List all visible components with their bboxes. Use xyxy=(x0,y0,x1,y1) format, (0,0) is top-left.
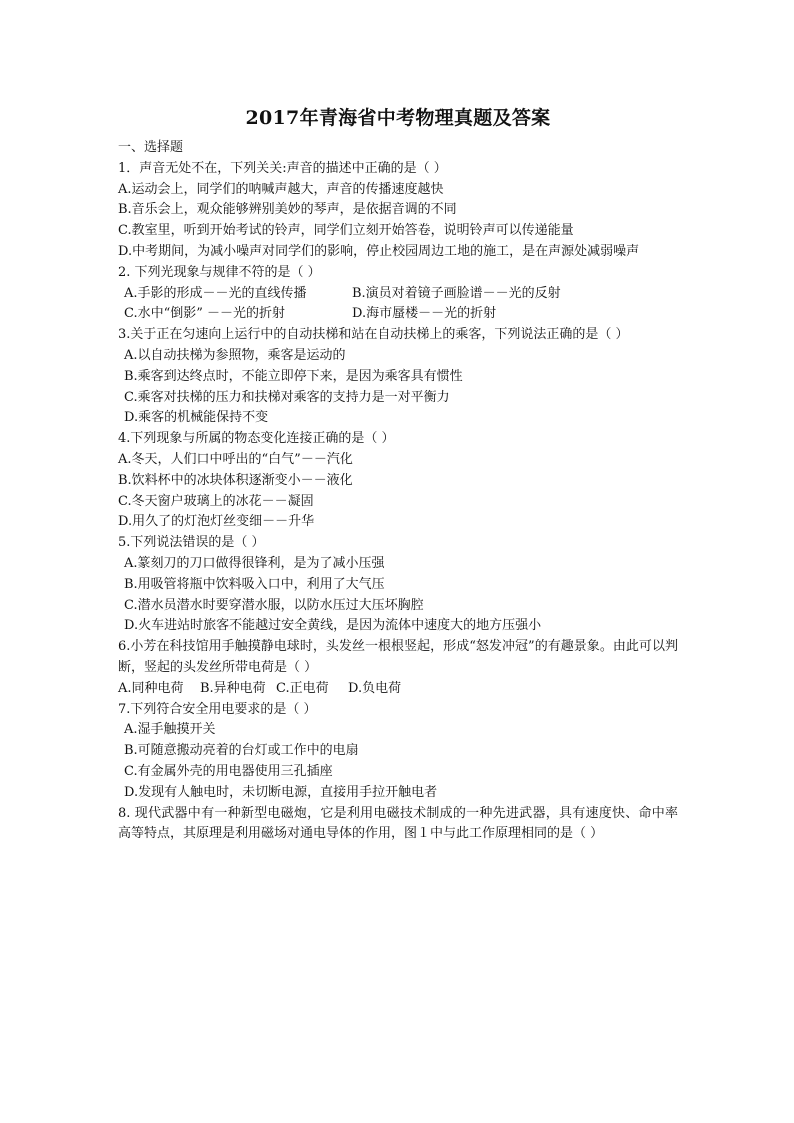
option-d: D.乘客的机械能保持不变 xyxy=(124,410,269,426)
page-title: 2017年青海省中考物理真题及答案 xyxy=(245,107,551,129)
question-stem: 3.关于正在匀速向上运行中的自动扶梯和站在自动扶梯上的乘客，下列说法正确的是（ ） xyxy=(118,327,629,343)
option-c: C.冬天窗户玻璃上的冰花－－凝固 xyxy=(118,493,314,509)
option-d: D.火车进站时旅客不能越过安全黄线，是因为流体中速度大的地方压强小 xyxy=(124,618,542,634)
option-c: C.教室里，听到开始考试的铃声，同学们立刻开始答卷，说明铃声可以传递能量 xyxy=(118,223,574,239)
option-d: D.海市蜃楼－－光的折射 xyxy=(352,306,497,322)
option-b: B.饮料杯中的冰块体积逐渐变小－－液化 xyxy=(118,472,353,488)
option-b: B.演员对着镜子画脸谱－－光的反射 xyxy=(352,285,561,301)
option-d: D.发现有人触电时，未切断电源，直接用手拉开触电者 xyxy=(124,784,438,800)
option-d: D.用久了的灯泡灯丝变细－－升华 xyxy=(118,514,315,530)
option-row xyxy=(118,304,678,325)
option-row xyxy=(118,284,678,305)
question-stem: 8. 现代武器中有一种新型电磁炮，它是利用电磁技术制成的一种先进武器，具有速度快、命中率高等特点，其原理是利用磁场对通电导体的作用，图１中与此工作原理相同的是（ ） xyxy=(118,805,678,842)
question-stem: 1．声音无处不在，下列关关:声音的描述中正确的是（ ） xyxy=(118,160,447,176)
question-stem: 6.小芳在科技馆用手触摸静电球时，头发丝一根根竖起，形成“怒发冲冠”的有趣景象。由此可以判断，竖起的头发丝所带电荷是（ ） xyxy=(118,639,678,675)
option-b: B.音乐会上，观众能够辨别美妙的琴声，是依据音调的不同 xyxy=(118,202,457,218)
option-b: B.用吸管将瓶中饮料吸入口中，利用了大气压 xyxy=(124,576,385,592)
question-4 xyxy=(118,429,678,533)
exam-page xyxy=(118,104,678,845)
question-2 xyxy=(118,263,678,325)
option-c: C.有金属外壳的用电器使用三孔插座 xyxy=(124,763,333,779)
question-stem: 2. 下列光现象与规律不符的是（ ） xyxy=(118,264,321,280)
question-6 xyxy=(118,637,678,699)
option-d: D.中考期间，为减小噪声对同学们的影响，停止校园周边工地的施工，是在声源处减弱噪声 xyxy=(118,243,640,259)
question-5 xyxy=(118,533,678,637)
option-a: A.手影的形成－－光的直线传播 xyxy=(124,285,307,301)
option-a: A.冬天，人们口中呼出的“白气”－－汽化 xyxy=(118,451,353,467)
option-a: A.同种电荷 xyxy=(118,680,184,696)
option-a: A.运动会上，同学们的呐喊声越大，声音的传播速度越快 xyxy=(118,181,444,197)
option-a: A.以自动扶梯为参照物，乘客是运动的 xyxy=(124,347,346,363)
option-b: B.可随意搬动亮着的台灯或工作中的电扇 xyxy=(124,743,359,759)
question-7 xyxy=(118,700,678,804)
question-1 xyxy=(118,159,678,263)
option-b: B.乘客到达终点时，不能立即停下来，是因为乘客具有惯性 xyxy=(124,368,463,384)
question-stem: 5.下列说法错误的是（ ） xyxy=(118,535,265,551)
section-heading: 一、选择题 xyxy=(118,140,184,155)
option-a: A.篆刻刀的刀口做得很锋利，是为了减小压强 xyxy=(124,555,385,571)
option-c: C.潜水员潜水时要穿潜水服，以防水压过大压坏胸腔 xyxy=(124,597,424,613)
option-row xyxy=(118,679,678,700)
question-stem: 7.下列符合安全用电要求的是（ ） xyxy=(118,701,317,717)
question-8 xyxy=(118,804,678,846)
question-stem: 4.下列现象与所属的物态变化连接正确的是（ ） xyxy=(118,431,395,447)
option-d: D.负电荷 xyxy=(348,680,402,696)
question-3 xyxy=(118,325,678,429)
option-c: C.乘客对扶梯的压力和扶梯对乘客的支持力是一对平衡力 xyxy=(124,389,450,405)
option-a: A.湿手触摸开关 xyxy=(124,722,216,738)
option-c: C.水中“倒影” －－光的折射 xyxy=(124,306,286,322)
option-b: B.异种电荷 xyxy=(200,680,266,696)
option-c: C.正电荷 xyxy=(276,680,329,696)
